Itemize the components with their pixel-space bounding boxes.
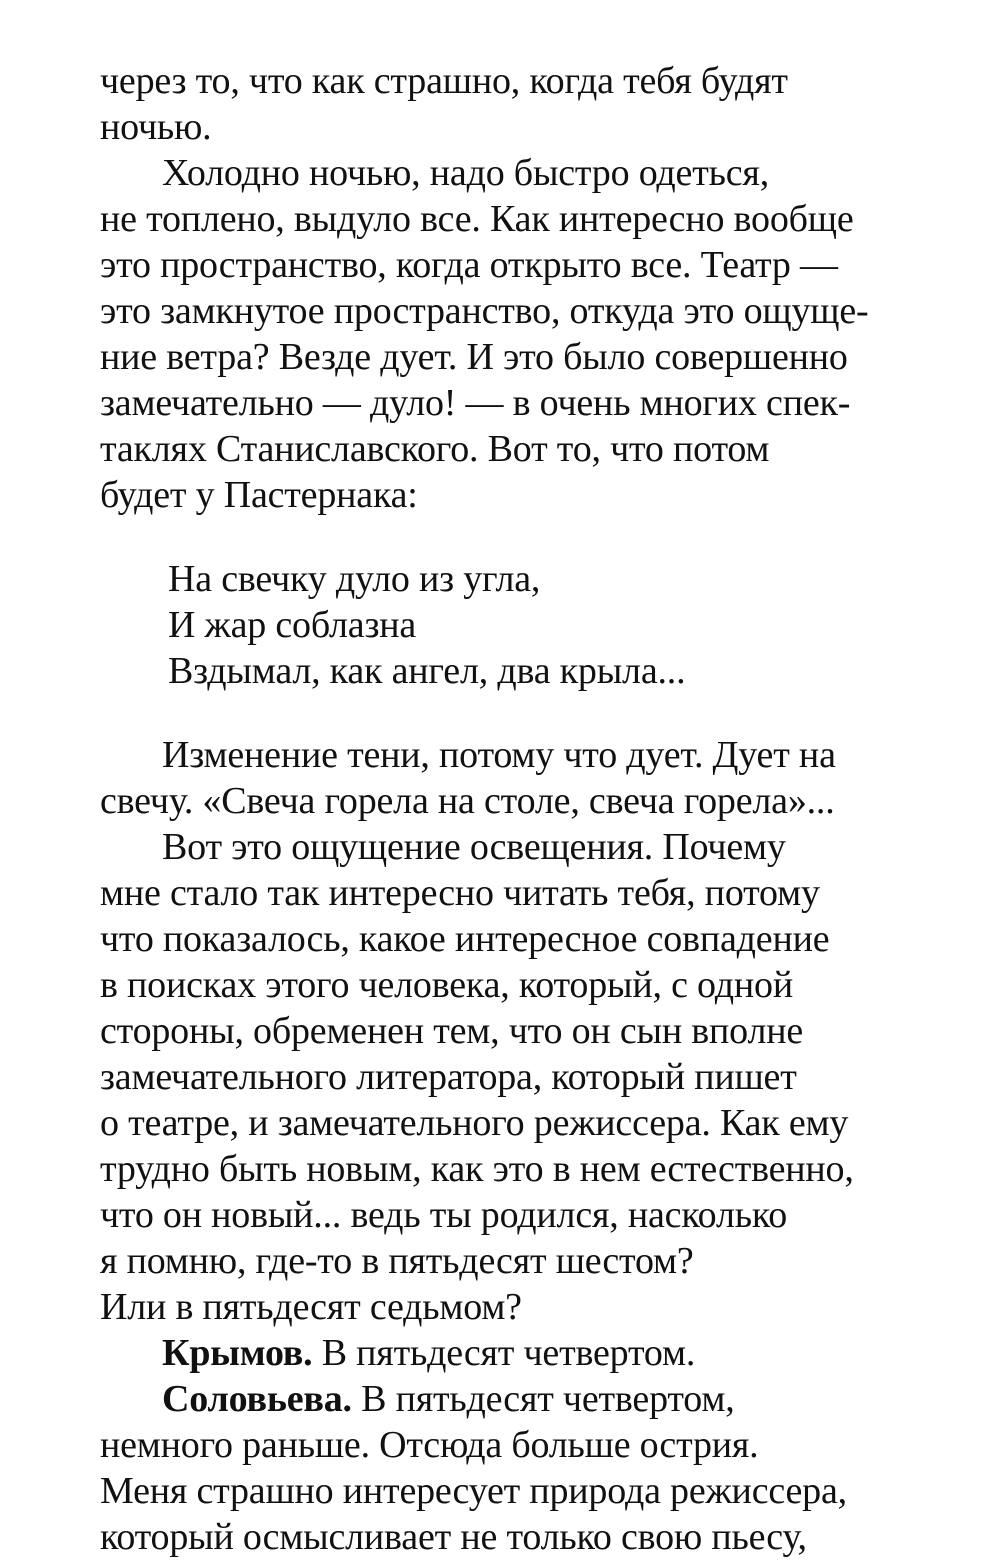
- verse-line: Вздымал, как ангел, два крыла...: [168, 650, 686, 692]
- text-line: ние ветра? Везде дует. И это было совершенно: [100, 336, 848, 378]
- text-line: это пространство, когда открыто все. Театр —: [100, 244, 838, 286]
- text-line: трудно быть новым, как это в нем естественно,: [100, 1148, 854, 1190]
- dialogue-line: [162, 1330, 695, 1376]
- dialogue-text: В пятьдесят четвертом.: [312, 1332, 696, 1374]
- text-line: замечательного литератора, который пишет: [100, 1056, 797, 1098]
- text-line: о театре, и замечательного режиссера. Как ему: [100, 1102, 849, 1144]
- text-line: немного раньше. Отсюда больше острия.: [100, 1424, 759, 1466]
- verse-line: И жар соблазна: [168, 604, 417, 646]
- text-line: Изменение тени, потому что дует. Дует на: [162, 734, 836, 776]
- dialogue-text: В пятьдесят четвертом,: [351, 1378, 735, 1420]
- text-line: стороны, обременен тем, что он сын вполне: [100, 1010, 804, 1052]
- text-line: ночью.: [100, 106, 212, 148]
- verse-line: На свечку дуло из угла,: [168, 558, 541, 600]
- text-line: Меня страшно интересует природа режиссера,: [100, 1470, 847, 1512]
- text-line: что показалось, какое интересное совпадение: [100, 918, 830, 960]
- text-line: мне стало так интересно читать тебя, потому: [100, 872, 820, 914]
- text-line: это замкнутое пространство, откуда это ощуще-: [100, 290, 869, 332]
- text-line: будет у Пастернака:: [100, 474, 418, 516]
- text-line: что он новый... ведь ты родился, насколько: [100, 1194, 787, 1236]
- speaker-name: Крымов.: [162, 1332, 313, 1374]
- text-line: через то, что как страшно, когда тебя будят: [100, 60, 788, 102]
- text-line: в поисках этого человека, который, с одной: [100, 964, 793, 1006]
- text-line: замечательно — дуло! — в очень многих спек-: [100, 382, 851, 424]
- speaker-name: Соловьева.: [162, 1378, 352, 1420]
- text-line: таклях Станиславского. Вот то, что потом: [100, 428, 770, 470]
- text-line: Или в пятьдесят седьмом?: [100, 1286, 522, 1328]
- text-line: я помню, где-то в пятьдесят шестом?: [100, 1240, 694, 1282]
- text-line: не топлено, выдуло все. Как интересно вообще: [100, 198, 854, 240]
- dialogue-line: [162, 1376, 735, 1422]
- text-line: свечу. «Свеча горела на столе, свеча горела»...: [100, 780, 835, 822]
- text-line: Вот это ощущение освещения. Почему: [162, 826, 786, 868]
- text-line: Холодно ночью, надо быстро одеться,: [162, 152, 769, 194]
- text-line: который осмысливает не только свою пьесу,: [100, 1516, 807, 1558]
